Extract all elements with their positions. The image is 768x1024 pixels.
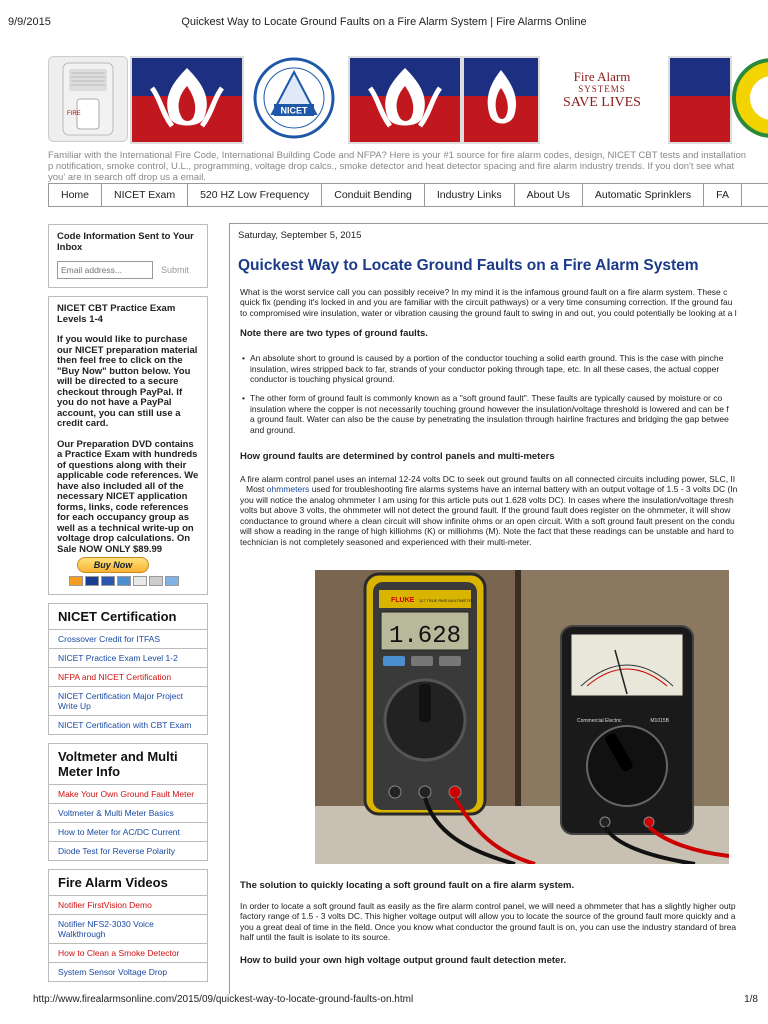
flame-logo-3 (462, 56, 540, 144)
bullet-2-line: a ground fault. Water can also be the cause by penetrating the insulation through hairline fractures and bridging the gap betwee (250, 414, 729, 425)
nav-sprinklers[interactable]: Automatic Sprinklers (583, 184, 704, 206)
cbt-box (48, 296, 208, 595)
flame-logo-4 (668, 56, 732, 144)
build-heading: How to build your own high voltage output ground fault detection meter. (240, 954, 567, 966)
svg-text:FLUKE: FLUKE (391, 597, 415, 604)
detection-line: technician is not completely seasoned and experienced with their multi-meter. (240, 536, 532, 547)
post-date: Saturday, September 5, 2015 (238, 230, 362, 241)
nav-about[interactable]: About Us (515, 184, 583, 206)
sidebar-link[interactable]: Notifier NFS2-3030 Voice Walkthrough (49, 914, 207, 943)
nav-nicet-exam[interactable]: NICET Exam (102, 184, 188, 206)
sidebar-link[interactable]: NICET Certification with CBT Exam (49, 715, 207, 734)
multimeters-photo (315, 570, 729, 864)
sidebar-link[interactable]: Crossover Credit for ITFAS (49, 629, 207, 648)
sidebar-link[interactable]: How to Clean a Smoke Detector (49, 943, 207, 962)
nicet-seal (244, 56, 344, 140)
post-title[interactable]: Quickest Way to Locate Ground Faults on a Fire Alarm System (238, 257, 699, 274)
solution-line: half until the fault is isolate to its source. (240, 932, 391, 943)
sidebar (48, 224, 208, 990)
nav-home[interactable]: Home (48, 184, 102, 206)
detection-line: will show a reading in the range of high killiohms (K) or milliohms (M). Note the fact that these readings can be unstable and hard to (240, 526, 734, 537)
sidebar-link[interactable]: NFPA and NICET Certification (49, 667, 207, 686)
email-input[interactable] (57, 261, 153, 279)
sidebar-link[interactable]: System Sensor Voltage Drop (49, 962, 207, 981)
solution-line: In order to locate a soft ground fault as easily as the fire alarm control panel, we will need a ohmmeter that has a slightly higher outp (240, 901, 736, 911)
bullet-1-line: conductor is touching physical ground. (250, 374, 395, 385)
print-footer-url[interactable]: http://www.firealarmsonline.com/2015/09/quickest-way-to-locate-ground-faults-on.html (33, 994, 414, 1005)
section-title: Fire Alarm Videos (58, 875, 168, 890)
solution-heading: The solution to quickly locating a soft ground fault on a fire alarm system. (240, 880, 575, 891)
print-footer-page: 1/8 (744, 994, 758, 1005)
watts-law-wheel (732, 56, 768, 140)
bullet-2-line: • The other form of ground fault is commonly known as a "soft ground fault". These faults are typically caused by moisture or co (250, 393, 768, 403)
subscribe-box (48, 224, 208, 288)
nav-industry-links[interactable]: Industry Links (425, 184, 515, 206)
flame-logo-2 (348, 56, 462, 144)
detection-heading: How ground faults are determined by control panels and multi-meters (240, 451, 555, 463)
bullet-2-line: insulation where the copper is not necessarily touching ground however the insulation/voltage threshold is lowered and can be f (250, 403, 729, 414)
bank-icon (149, 576, 163, 586)
svg-text:1.628: 1.628 (388, 623, 462, 650)
detection-line: conductance to ground where a clean circuit will show infinite ohms or an open circuit. With a soft ground fault present on the condu (240, 515, 735, 526)
sidebar-link[interactable]: NICET Practice Exam Level 1-2 (49, 648, 207, 667)
detection-line: A fire alarm control panel uses an internal 12-24 volts DC to seek out ground faults on all connected circuits including power, SLC, II (240, 474, 736, 485)
ohmmeters-link[interactable]: ohmmeters (266, 484, 310, 495)
blog-post (229, 223, 768, 994)
solution-line: you a great deal of time in the field. Once you know what conductor the ground fault is on, you can use the industry standard of brea (240, 921, 737, 932)
detection-line (246, 484, 768, 494)
site-banner[interactable] (48, 48, 768, 148)
bullet-2-line: and ground. (250, 424, 296, 435)
section-title: NICET Certification (58, 609, 177, 624)
nav-faq[interactable]: FA (704, 184, 742, 206)
mastercard-icon (69, 576, 83, 586)
sidebar-link[interactable]: Make Your Own Ground Fault Meter (49, 784, 207, 803)
sidebar-link[interactable]: How to Meter for AC/DC Current (49, 822, 207, 841)
submit-button[interactable]: Submit (161, 265, 190, 275)
svg-text:M1015B: M1015B (650, 718, 669, 724)
discover-icon (133, 576, 147, 586)
detection-line: volts but above 3 volts, the ohmmeter will not detect the ground fault. If the ground fault does register on the ohmmeter, it will show (240, 505, 731, 516)
voltmeter-section (48, 743, 208, 861)
bullet-1-line: insulation, wires stripped back to far, strands of your conductor poking through tape, etc. In all these cases, the actual copper (250, 363, 720, 374)
subscribe-title: Code Information Sent to Your Inbox (57, 231, 194, 253)
bullet-1-line: • An absolute short to ground is caused by a portion of the conductor touching a solid earth ground. This is the case with pinche (250, 353, 768, 363)
detection-text: Most (246, 484, 265, 495)
nav-conduit[interactable]: Conduit Bending (322, 184, 425, 206)
svg-text:NICET: NICET (280, 105, 308, 116)
cbt-paragraph-2: Our Preparation DVD contains a Practice Exam with hundreds of questions along with their applicable code references. We have also included all of the necessary NICET application forms, links, code references for each occupancy group as well as a technical write-up on voltage drop calculations. On Sale NOW ONLY $89.99 (57, 438, 199, 555)
solution-line: factory range of 1.5 - 3 volts DC. This higher voltage output will allow you to locate the source of the ground fault more quickly and a (240, 911, 736, 922)
visa-icon (85, 576, 99, 586)
videos-section (48, 869, 208, 982)
amex-icon (117, 576, 131, 586)
svg-text:117 TRUE RMS MULTIMETER: 117 TRUE RMS MULTIMETER (419, 598, 475, 603)
detection-line: you will notice the analog ohmmeter I am using for this article puts out 1.628 volts DC). In cases where the insulation/voltage thresh (240, 494, 734, 505)
sidebar-link[interactable]: NICET Certification Major Project Write Up (49, 686, 207, 715)
site-intro: Familiar with the International Fire Code, International Building Code and NFPA? Here is your #1 source for fire alarm codes, design, NICET CBT tests and installation p notification, smoke control, U.L., programming, voltage drop calcs., smoke detector and heat detector spacing and fire alarm industry trends. If you don't see what you' are in search off drop us a email. (48, 150, 747, 183)
sidebar-link[interactable]: Diode Test for Reverse Polarity (49, 841, 207, 860)
cbt-paragraph-1: If you would like to purchase our NICET preparation material then feel free to click on the "Buy Now" button below. You will be directed to a secure checkout through PayPal. If you do not have a PayPal account, you can still use a credit card. (57, 334, 198, 429)
print-header-date: 9/9/2015 (8, 16, 51, 28)
flame-logo-1 (130, 56, 244, 144)
intro-line: What is the worst service call you can possibly receive? In my mind it is the infamous ground fault on a fire alarm system. These c (240, 287, 728, 297)
detection-text: used for troubleshooting fire alarms systems have an internal battery with an output voltage of 1.5 - 3 volts DC (In (311, 484, 738, 495)
fire-alarm-sign: Fire Alarm SYSTEMS SAVE LIVES (542, 70, 662, 130)
print-header-title: Quickest Way to Locate Ground Faults on a Fire Alarm System | Fire Alarms Online (181, 16, 587, 28)
intro-line: to compromised wire insulation, water or vibration causing the ground fault to swing in and out, you could potentially be looking at a l (240, 307, 737, 318)
svg-text:Commercial Electric: Commercial Electric (577, 718, 622, 724)
paypal-icon (165, 576, 179, 586)
visa-electron-icon (101, 576, 115, 586)
nav-bar (48, 183, 768, 207)
payment-cards (69, 576, 199, 586)
buy-now-button[interactable]: Buy Now (77, 557, 149, 573)
svg-text:FIRE: FIRE (67, 111, 81, 117)
sidebar-link[interactable]: Notifier FirstVision Demo (49, 895, 207, 914)
nicet-certification-section (48, 603, 208, 735)
types-heading: Note there are two types of ground faults. (240, 328, 428, 340)
intro-line: quick fix (pending it's locked in and you are familiar with the circuit pathways) or a very time consuming correction. If the ground fau (240, 297, 733, 308)
nav-520hz[interactable]: 520 HZ Low Frequency (188, 184, 322, 206)
cbt-title: NICET CBT Practice Exam Levels 1-4 (57, 303, 176, 325)
section-title: Voltmeter and Multi Meter Info (58, 749, 178, 779)
sidebar-link[interactable]: Voltmeter & Multi Meter Basics (49, 803, 207, 822)
strobe-image (48, 56, 128, 142)
